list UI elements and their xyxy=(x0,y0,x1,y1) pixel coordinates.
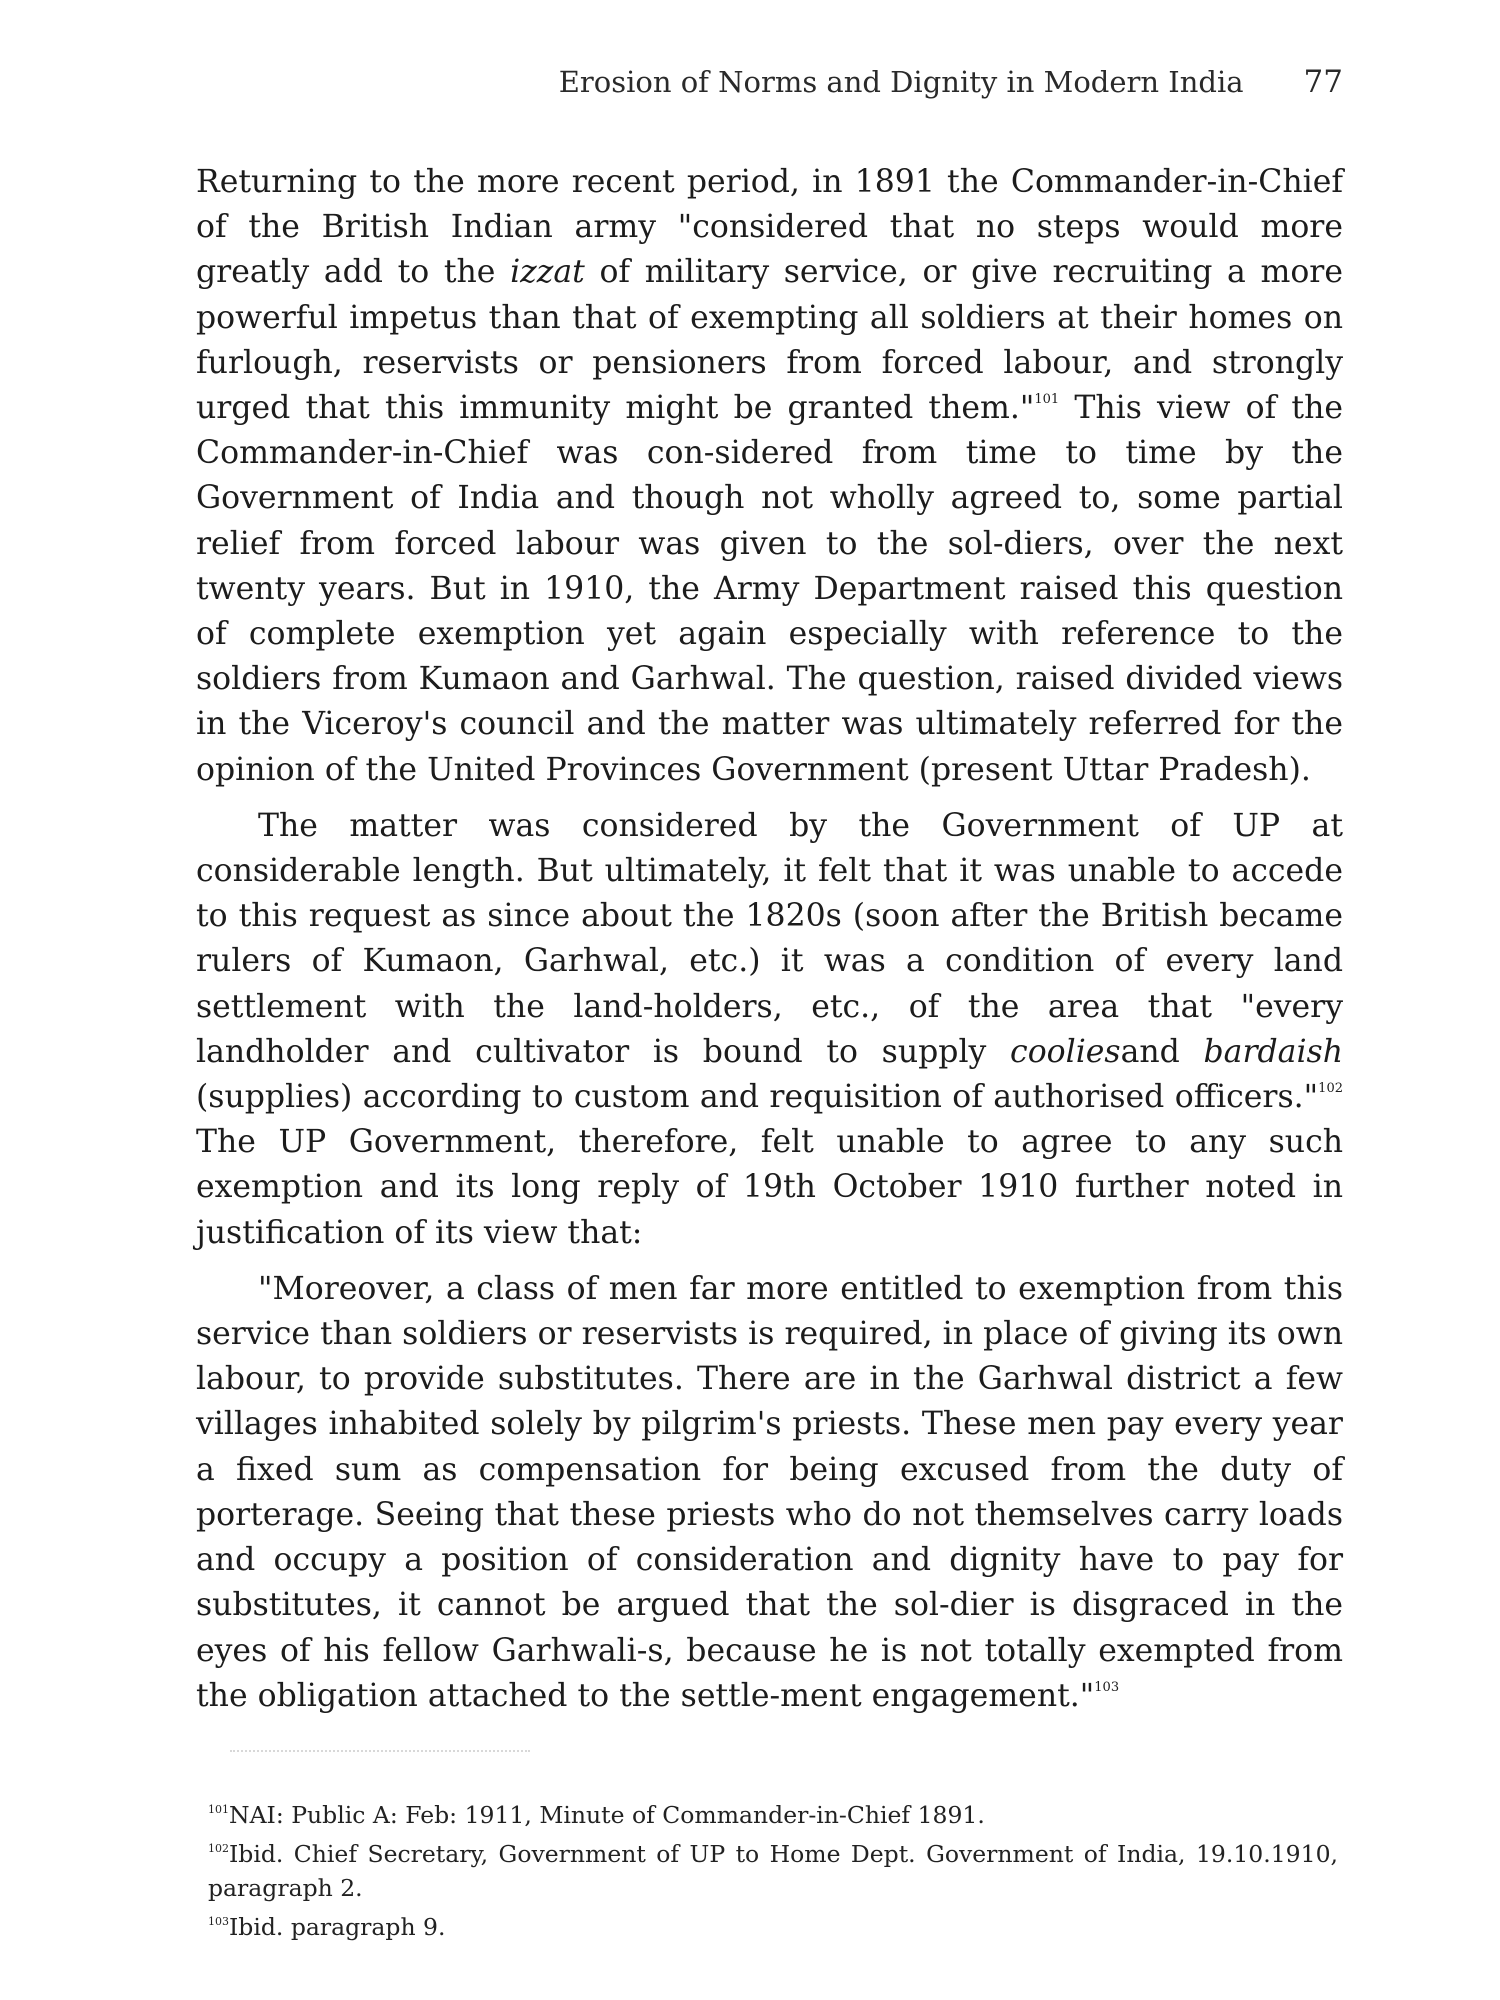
block-quote: "Moreover, a class of men far more entitled to exemption from this service than soldiers or reservists is required, in place of giving its own labour, to provide substitutes. There are in the Garhwal district a few villages inhabited solely by pilgrim's priests. These men pay every year a fixed sum as compensation for being excused from the duty of porterage. Seeing that these priests who do not themselves carry loads and occupy a position of consideration and dignity have to pay for substitutes, it cannot be argued that the sol-dier is disgraced in the eyes of his fellow Garhwali-s, because he is not totally exempted from the obligation attached to the settle-ment engagement."$^{103}$ xyxy=(196,1270,1343,1714)
italic-term: bardaish xyxy=(1203,1033,1343,1070)
italic-term: izzat xyxy=(510,254,585,291)
footnote-ref: 102 xyxy=(1318,1081,1343,1097)
footnote-ref: 103 xyxy=(1094,1679,1120,1695)
footnote: $^{103}$Ibid. paragraph 9. xyxy=(208,1913,446,1941)
body-text xyxy=(196,160,1343,1730)
italic-term: coolies xyxy=(1010,1033,1121,1070)
running-header xyxy=(200,64,1343,100)
running-title: Erosion of Norms and Dignity in Modern India xyxy=(558,65,1244,99)
page-number: 77 xyxy=(1303,64,1343,100)
footnotes xyxy=(208,1798,1338,1949)
footnote-ref: 101 xyxy=(1034,392,1060,408)
paragraph-1: Returning to the more recent period, in 1891 the Commander-in-Chief of the British Indian army "considered that no steps would more greatly add to the izzat of military service, or give recruiting a more powerful impetus than that of exempting all soldiers at their homes on furlough, reservists or pensioners from forced labour, and strongly urged that this immunity might be granted them."$^{101}$ This view of the Commander-in-Chief was con-sidered from time to time by the Government of India and though not wholly agreed to, some partial relief from forced labour was given to the sol-diers, over the next twenty years. But in 1910, the Army Department raised this question of complete exemption yet again especially with reference to the soldiers from Kumaon and Garhwal. The question, raised divided views in the Viceroy's council and the matter was ultimately referred for the opinion of the United Provinces Government (present Uttar Pradesh). xyxy=(196,164,1343,788)
footnote-separator xyxy=(230,1750,530,1752)
footnote: $^{101}$NAI: Public A: Feb: 1911, Minute of Commander-in-Chief 1891. xyxy=(208,1801,985,1829)
footnote: $^{102}$Ibid. Chief Secretary, Government of UP to Home Dept. Government of India, 19.10.1910, paragraph 2. xyxy=(208,1840,1338,1902)
paragraph-2: The matter was considered by the Government of UP at considerable length. But ultimately, it felt that it was unable to accede to this request as since about the 1820s (soon after the British became rulers of Kumaon, Garhwal, etc.) it was a condition of every land settlement with the land-holders, etc., of the area that "every landholder and cultivator is bound to supply cooliesand bardaish (supplies) according to custom and requisition of authorised officers."$^{102}$ The UP Government, therefore, felt unable to agree to any such exemption and its long reply of 19th October 1910 further noted in justification of its view that: xyxy=(196,807,1343,1251)
